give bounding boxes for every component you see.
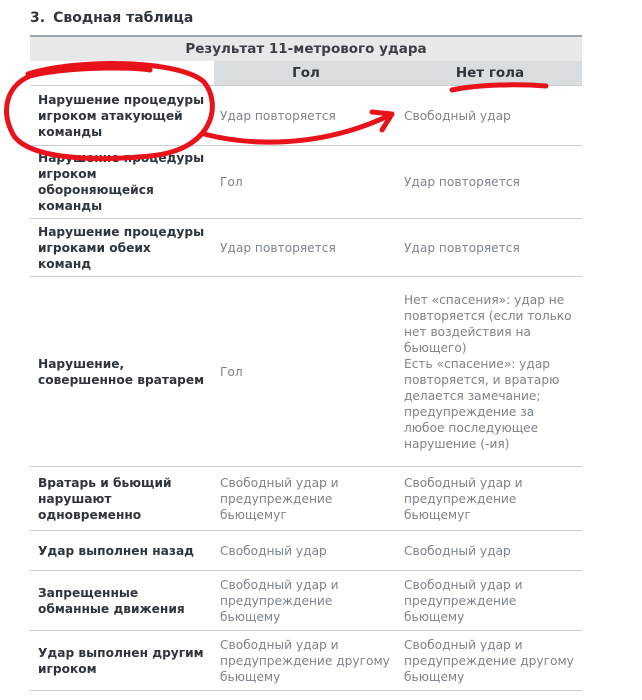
row-label: Удар выполнен назад: [30, 531, 214, 571]
section-title: Сводная таблица: [53, 10, 194, 26]
cell-goal: Удар повторяется: [214, 86, 398, 146]
cell-goal: Гол: [214, 146, 398, 219]
table-row: [30, 86, 582, 146]
column-header-goal: Гол: [214, 61, 398, 86]
cell-goal: Гол: [214, 277, 398, 467]
penalty-summary-table: [30, 35, 582, 691]
row-label: Запрещенные обманные движения: [30, 571, 214, 631]
table-row: [30, 277, 582, 467]
cell-no-goal: Свободный удар и предупреждение бьющему: [398, 571, 582, 631]
row-label: Нарушение, совершенное вратарем: [30, 277, 214, 467]
table-row: [30, 467, 582, 531]
table-caption: Результат 11-метрового удара: [30, 36, 582, 61]
row-label: Нарушение процедуры игроками обеих команд: [30, 219, 214, 277]
cell-no-goal: Нет «спасения»: удар не повторяется (если только нет воздействия на бьющего) Есть «спасение»: удар повторяется, и вратарю делается замечание; предупреждение за любое последующее нарушение (-ия): [398, 277, 582, 467]
cell-goal: Свободный удар и предупреждение бьющему: [214, 571, 398, 631]
cell-goal: Свободный удар и предупреждение бьющемуг: [214, 467, 398, 531]
row-label: Вратарь и бьющий нарушают одновременно: [30, 467, 214, 531]
cell-no-goal: Свободный удар: [398, 86, 582, 146]
cell-goal: Свободный удар: [214, 531, 398, 571]
table-row: [30, 146, 582, 219]
cell-no-goal: Свободный удар и предупреждение бьющемуг: [398, 467, 582, 531]
cell-goal: Удар повторяется: [214, 219, 398, 277]
section-number: 3.: [30, 10, 46, 26]
table-row: [30, 571, 582, 631]
table-row: [30, 219, 582, 277]
column-header-empty: [30, 61, 214, 86]
section-heading: [30, 10, 193, 26]
row-label: Нарушение процедуры игроком обороняющейся команды: [30, 146, 214, 219]
cell-goal: Свободный удар и предупреждение другому бьющему: [214, 631, 398, 691]
row-label: Нарушение процедуры игроком атакующей команды: [30, 86, 214, 146]
table-row: [30, 531, 582, 571]
table-row: [30, 631, 582, 691]
cell-no-goal: Свободный удар и предупреждение другому бьющему: [398, 631, 582, 691]
row-label: Удар выполнен другим игроком: [30, 631, 214, 691]
cell-no-goal: Удар повторяется: [398, 219, 582, 277]
cell-no-goal: Свободный удар: [398, 531, 582, 571]
cell-no-goal: Удар повторяется: [398, 146, 582, 219]
column-header-no-goal: Нет гола: [398, 61, 582, 86]
